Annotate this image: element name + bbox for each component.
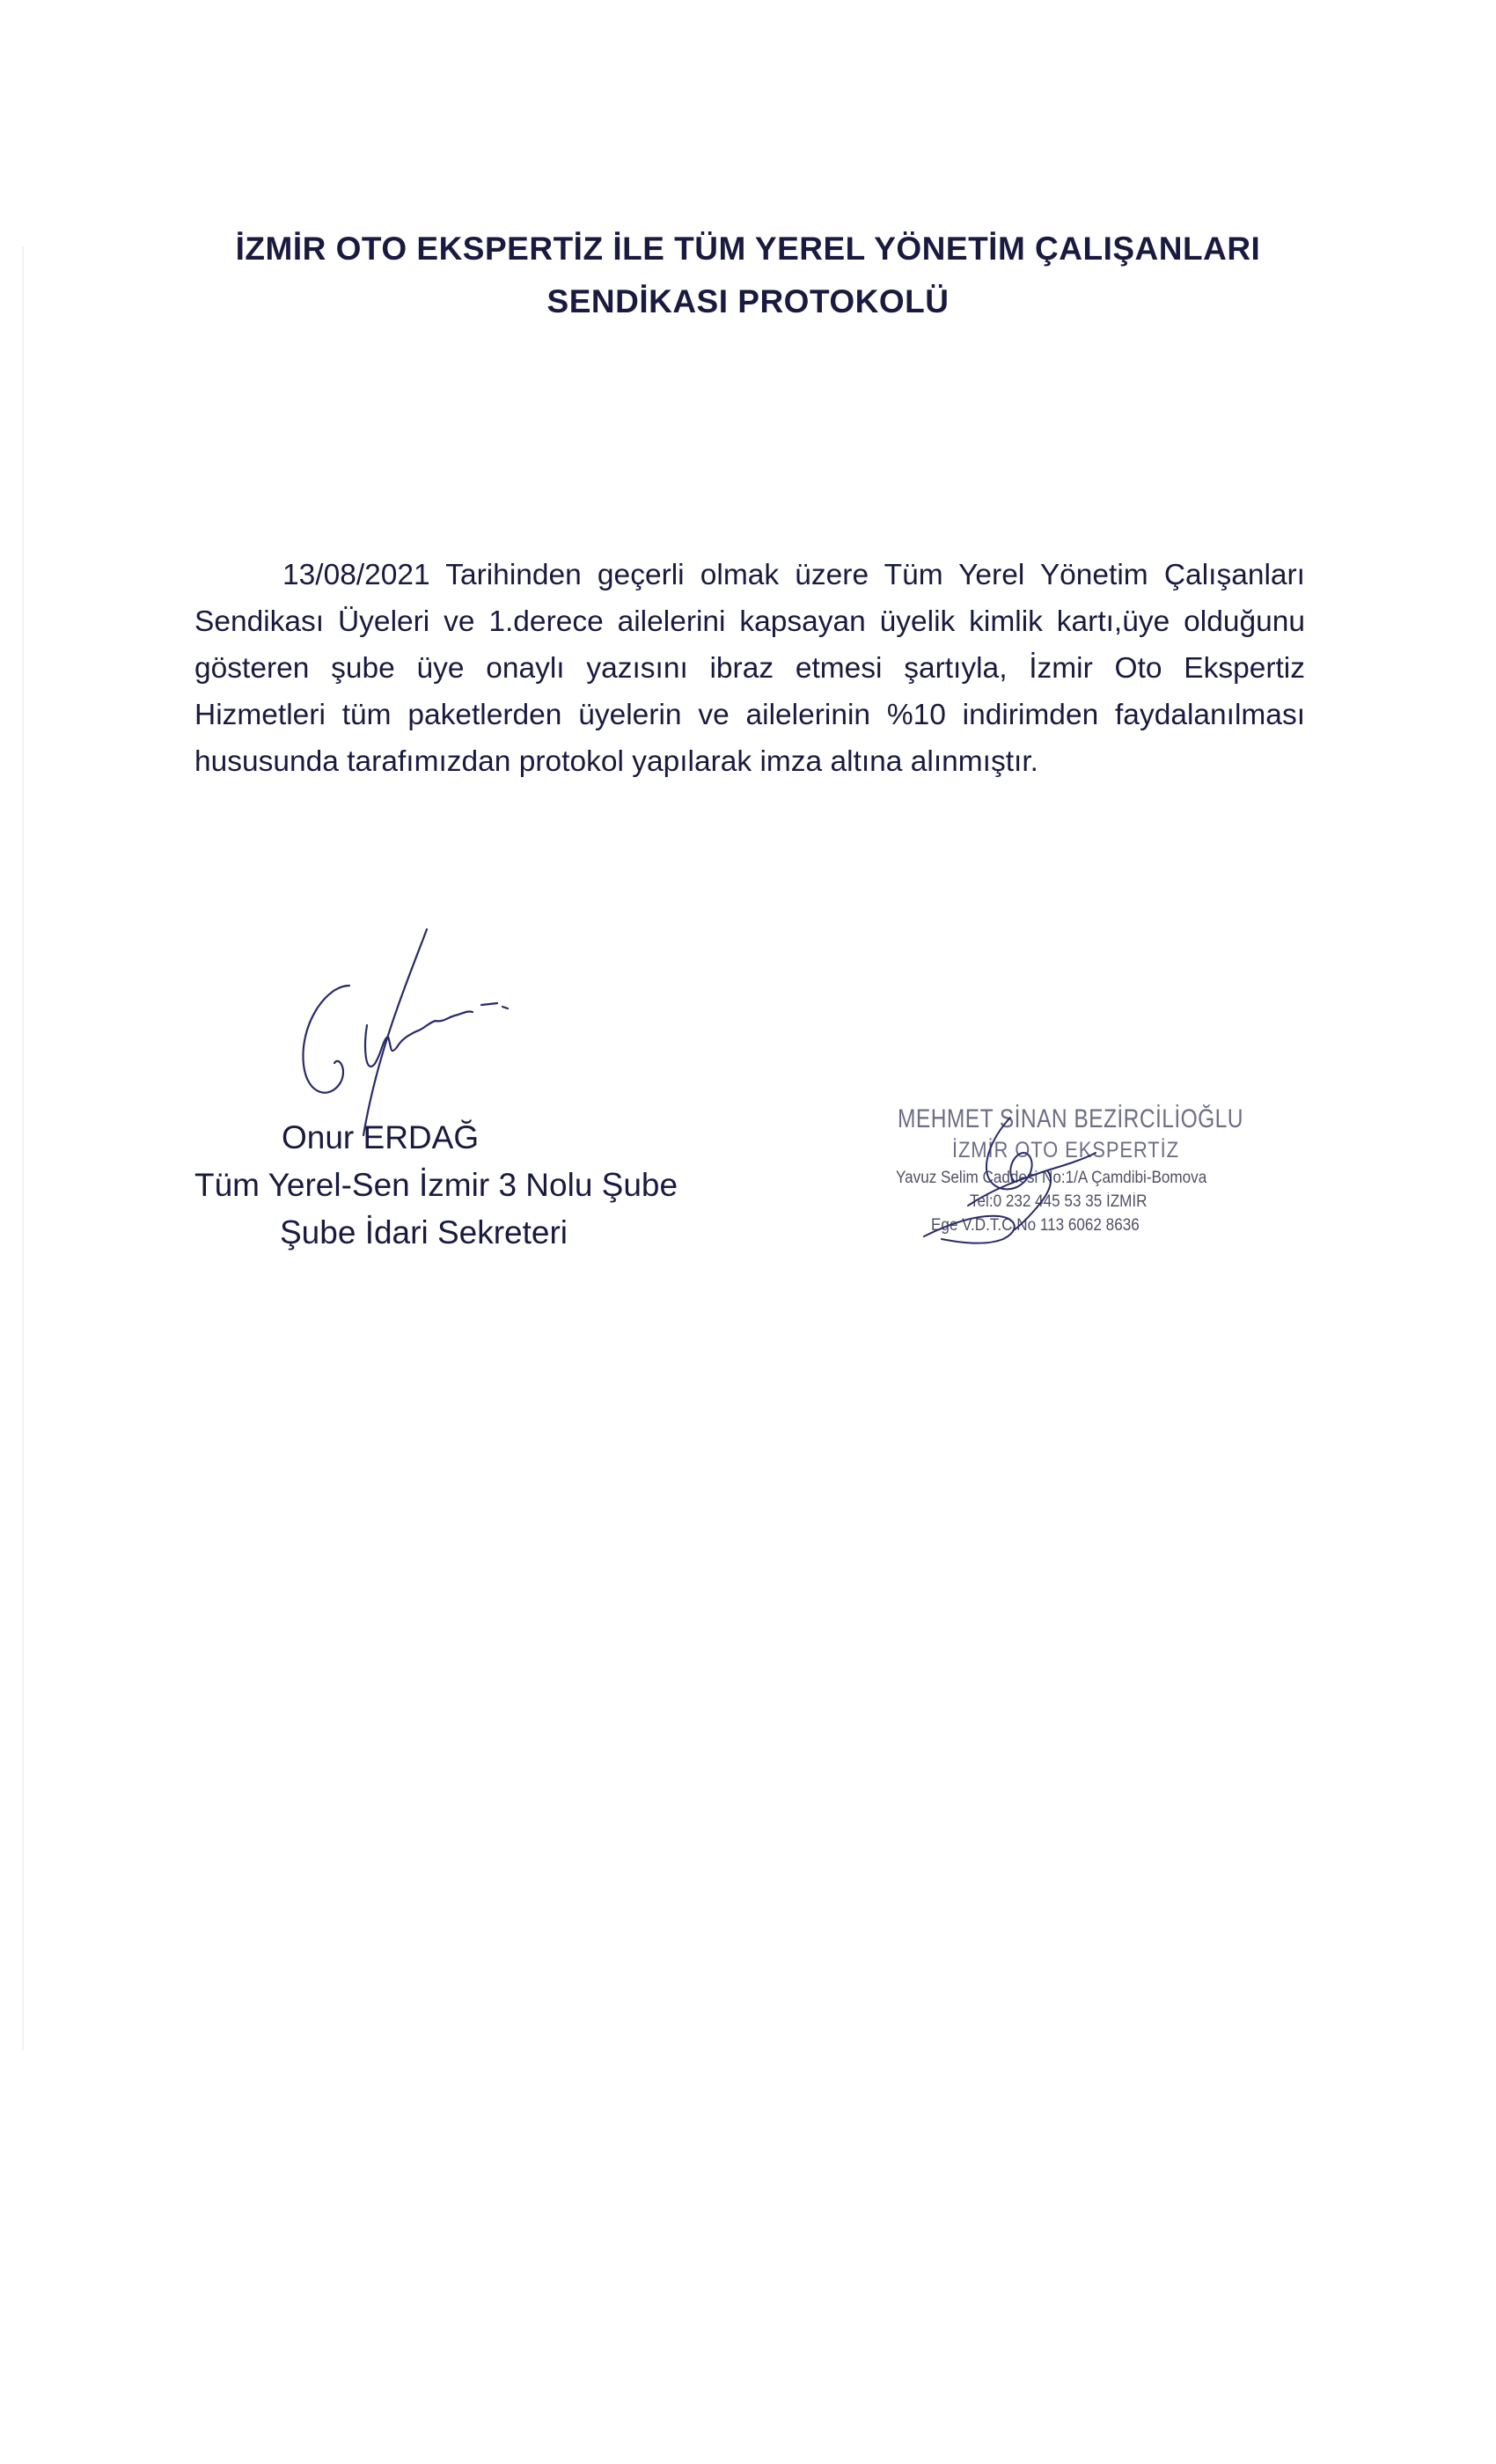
- signatory-organization: Tüm Yerel-Sen İzmir 3 Nolu Şube: [194, 1167, 678, 1203]
- signatory-role: Şube İdari Sekreteri: [280, 1214, 568, 1250]
- handwritten-signature-right: [915, 1082, 1144, 1258]
- document-title-line-1: İZMİR OTO EKSPERTİZ İLE TÜM YEREL YÖNETİM ÇALIŞANLARI: [235, 231, 1261, 267]
- handwritten-signature-left: [286, 924, 515, 1144]
- scan-edge-shadow: [22, 246, 24, 2050]
- stamp-company-name: İZMİR OTO EKSPERTİZ: [952, 1138, 1179, 1162]
- stamp-tax-number: Ege V.D.T.C.No 113 6062 8636: [931, 1216, 1140, 1235]
- document-title-line-2: SENDİKASI PROTOKOLÜ: [546, 283, 950, 319]
- protocol-body-paragraph: 13/08/2021 Tarihinden geçerli olmak üzere Tüm Yerel Yönetim Çalışanları Sendikası Üyeleri ve 1.derece ailelerini kapsayan üyelik kimlik kartı,üye olduğunu gösteren şube üye onaylı yazısını ibraz etmesi şartıyla, İzmir Oto Ekspertiz Hizmetleri tüm paketlerden üyelerin ve ailelerinin %10 indirimden faydalanılması hususunda tarafımızdan protokol yapılarak imza altına alınmıştır.: [194, 559, 1305, 778]
- stamp-phone: Tel:0 232 445 53 35 İZMİR: [970, 1192, 1148, 1211]
- stamp-address: Yavuz Selim Caddesi No:1/A Çamdibi-Bomova: [896, 1169, 1207, 1187]
- signatory-name: Onur ERDAĞ: [282, 1119, 480, 1155]
- stamp-owner-name: MEHMET SİNAN BEZİRCİLİOĞLU: [898, 1104, 1243, 1133]
